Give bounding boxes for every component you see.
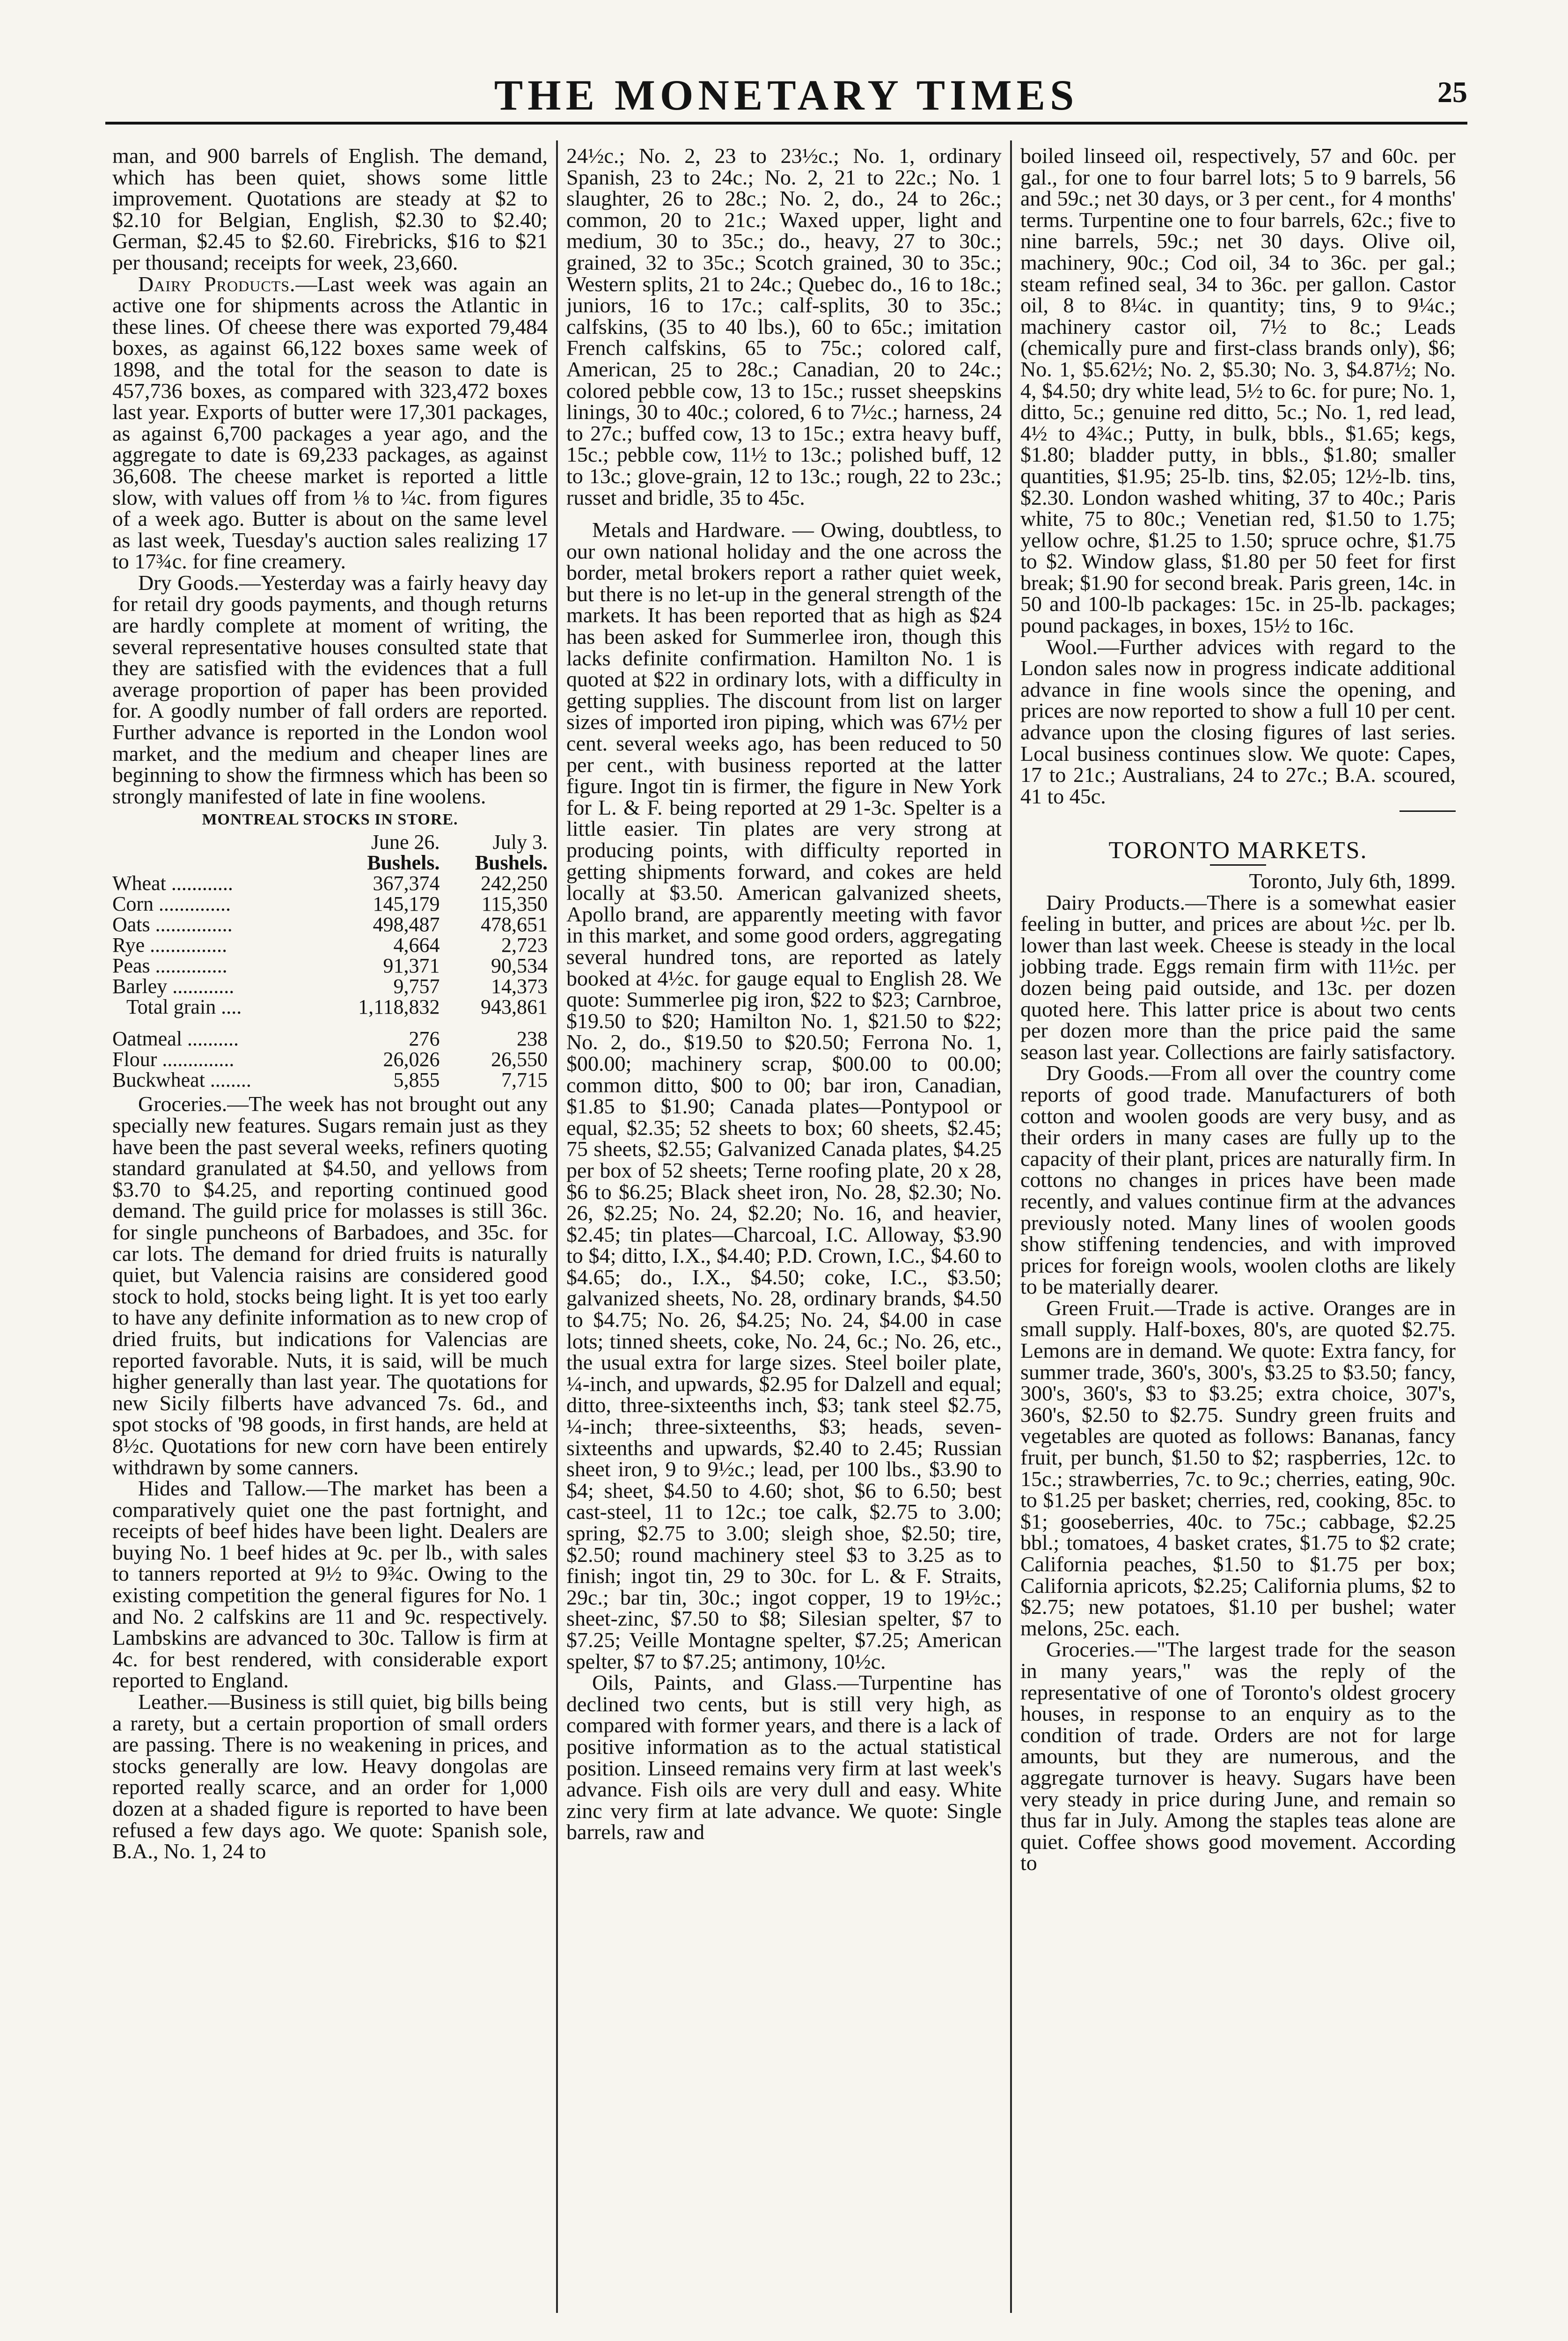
- column-3: [1020, 145, 1456, 1874]
- stocks-caption: MONTREAL STOCKS IN STORE.: [202, 811, 458, 829]
- paragraph-groceries: Groceries.—The week has not brought out any specially new features. Sugars remain just as they have been the past several weeks, refiners quoting standard granulated at $4.50, and yellows from $3.70 to $4.25, and reporting continued good demand. The guild price for molasses is still 36c. for single puncheons of Barbadoes, and 35c. for car lots. The demand for dried fruits is naturally quiet, but Valencia raisins are considered good stock to hold, stocks being light. It is yet too early to have any definite information as to new crop of dried fruits, but indications for Valencias are reported favorable. Nuts, it is said, will be much higher generally than last year. The quotations for new Sicily filberts have advanced 7s. 6d., and spot stocks of '98 goods, in first hands, are held at 8½c. Quotations for new corn have been entirely withdrawn by some canners.: [112, 1092, 548, 1479]
- paragraph-toronto-green-fruit: Green Fruit.—Trade is active. Oranges are in small supply. Half-boxes, 80's, are quoted $2.75. Lemons are in demand. We quote: Extra fancy, for summer trade, 360's, 300's, $3.25 to $3.50; fancy, 300's, 360's, $3 to $3.25; extra choice, 307's, 360's, $2.50 to $2.75. Sundry green fruits and vegetables are quoted as follows: Bananas, fancy fruit, per bunch, $1.50 to $2; raspberries, 12c. to 15c.; strawberries, 7c. to 9c.; cherries, eating, 90c. to $1.25 per basket; cherries, red, cooking, 85c. to $1; gooseberries, 40c. to 75c.; cabbage, $2.25 bbl.; tomatoes, 4 basket crates, $1.75 to $2 crate; California peaches, $1.50 to $1.75 per box; California apricots, $2.25; California plums, $2 to $2.75; new potatoes, $1.10 per bushel; water melons, 25c. each.: [1020, 1296, 1456, 1640]
- row-june: 145,179: [373, 892, 440, 916]
- row-june: 276: [409, 1027, 440, 1051]
- row-june: 91,371: [383, 954, 440, 978]
- publication-title: THE MONETARY TIMES: [494, 71, 1079, 119]
- row-july: 238: [517, 1027, 548, 1051]
- stocks-unit-june: Bushels.: [367, 851, 440, 875]
- row-july: 478,651: [481, 913, 548, 936]
- paragraph-dry-goods: Dry Goods.—Yesterday was a fairly heavy day for retail dry goods payments, and though returns are hardly complete at moment of writing, the several representative houses consulted state that they are satisfied with the evidences that a full average proportion of paper has been provided for. A goodly number of fall orders are reported. Further advance is reported in the London wool market, and the medium and cheaper lines are beginning to show the firmness which has been so strongly manifested of late in fine woolens.: [112, 570, 548, 808]
- row-june: 1,118,832: [358, 995, 440, 1019]
- page-number: 25: [1437, 75, 1467, 109]
- table-row: [112, 914, 548, 935]
- dairy-text: —Last week was again an active one for shipments across the Atlantic in these lines. Of cheese there was exported 79,484 boxes, as against 66,122 boxes same week of 1898, and the total for the season to date is 457,736 boxes, as compared with 323,472 boxes last year. Exports of butter were 17,301 packages, as against 6,700 packages a year ago, and the aggregate to date is 69,233 packages, as against 36,608. The cheese market is reported a little slow, with values off from ⅛ to ¼c. from figures of a week ago. Butter is about on the same level as last week, Tuesday's auction sales realizing 17 to 17¾c. for fine creamery.: [112, 272, 548, 574]
- row-label: Flour ..............: [112, 1048, 234, 1071]
- row-july: 943,861: [481, 995, 548, 1019]
- row-june: 9,757: [393, 975, 440, 998]
- paragraph-toronto-dry-goods: Dry Goods.—From all over the country come reports of good trade. Manufacturers of both cotton and woolen goods are very busy, and as their orders in many cases are fully up to the capacity of their plant, prices are naturally firm. In cottons no changes in prices have been made recently, and values continue firm at the advances previously noted. Many lines of woolen goods show stiffening tendencies, and with improved prices for foreign wools, woolen cloths are likely to be materially dearer.: [1020, 1061, 1456, 1299]
- row-label: Oatmeal ..........: [112, 1027, 239, 1051]
- masthead: [105, 70, 1467, 125]
- column-rule-1: [556, 140, 558, 2313]
- table-row: [112, 997, 548, 1017]
- table-row: [112, 1070, 548, 1090]
- table-row: [112, 873, 548, 894]
- row-label: Rye ...............: [112, 934, 227, 957]
- toronto-markets-heading: TORONTO MARKETS.: [1108, 837, 1368, 864]
- column-2: [566, 145, 1002, 1843]
- toronto-dateline: Toronto, July 6th, 1899.: [1249, 869, 1456, 893]
- row-july: 7,715: [501, 1068, 548, 1092]
- montreal-stocks-table: [112, 810, 548, 1090]
- row-label: Corn ..............: [112, 892, 231, 916]
- paragraph-leather-continued: 24½c.; No. 2, 23 to 23½c.; No. 1, ordinary Spanish, 23 to 24c.; No. 2, 21 to 22c.; No. 1 slaughter, 26 to 28c.; No. 2, do., 24 to 26c.; common, 20 to 21c.; Waxed upper, light and medium, 30 to 35c.; do., heavy, 27 to 30c.; grained, 32 to 35c.; Scotch grained, 30 to 35c.; Western splits, 21 to 24c.; Quebec do., 16 to 18c.; juniors, 16 to 17c.; calf-splits, 30 to 35c.; calfskins, (35 to 40 lbs.), 60 to 65c.; imitation French calfskins, 65 to 75c.; colored calf, American, 25 to 28c.; Canadian, 20 to 24c.; colored pebble cow, 13 to 15c.; russet sheepskins linings, 30 to 40c.; colored, 6 to 7½c.; harness, 24 to 27c.; buffed cow, 13 to 15c.; extra heavy buff, 15c.; pebble cow, 11½ to 13c.; polished buff, 12 to 13c.; glove-grain, 12 to 13c.; rough, 22 to 23c.; russet and bridle, 35 to 45c.: [566, 144, 1002, 509]
- row-july: 14,373: [491, 975, 548, 998]
- row-july: 90,534: [491, 954, 548, 978]
- table-row: [112, 935, 548, 956]
- paragraph-toronto-groceries: Groceries.—"The largest trade for the season in many years," was the reply of the representative of one of Toronto's oldest grocery houses, in response to an enquiry as to the condition of trade. Orders are not for large amounts, but they are numerous, and the aggregate turnover is heavy. Sugars have been very steady in price during June, and remain so thus far in July. Among the staples teas alone are quiet. Coffee shows good movement. According to: [1020, 1637, 1456, 1875]
- paragraph-cement-continued: man, and 900 barrels of English. The demand, which has been quiet, shows some little improvement. Quotations are steady at $2 to $2.10 for Belgian, English, $2.30 to $2.40; German, $2.45 to $2.60. Firebricks, $16 to $21 per thousand; receipts for week, 23,660.: [112, 144, 548, 274]
- row-june: 26,026: [383, 1048, 440, 1071]
- table-row: [112, 1017, 548, 1049]
- row-label: Barley ............: [112, 975, 234, 998]
- table-row: [112, 976, 548, 997]
- paragraph-dairy-products: [112, 273, 548, 572]
- row-july: 242,250: [481, 872, 548, 895]
- table-row: [112, 894, 548, 914]
- row-july: 115,350: [481, 892, 548, 916]
- paragraph-oils-continued: boiled linseed oil, respectively, 57 and 60c. per gal., for one to four barrel lots; 5 to 9 barrels, 56 and 59c.; net 30 days, or 3 per cent., for 4 months' terms. Turpentine one to four barrels, 62c.; five to nine barrels, 59c.; net 30 days. Olive oil, machinery, 90c.; Cod oil, 34 to 36c. per gal.; steam refined seal, 34 to 36c. per gallon. Castor oil, 8 to 8¼c. in quantity; tins, 9 to 9¼c.; machinery castor oil, 7½ to 8c.; Leads (chemically pure and first-class brands only), $6; No. 1, $5.62½; No. 2, $5.30; No. 3, $4.87½; No. 4, $4.50; dry white lead, 5½ to 6c. for pure; No. 1, ditto, 5c.; genuine red ditto, 5c.; No. 1, red lead, 4½ to 4¾c.; Putty, in bulk, bbls., $1.65; kegs, $1.80; bladder putty, in bbls., $1.80; smaller quantities, $1.95; 25-lb. tins, $2.05; 12½-lb. tins, $2.30. London washed whiting, 37 to 40c.; Paris white, 75 to 80c.; Venetian red, $1.50 to 1.75; yellow ochre, $1.25 to 1.50; spruce ochre, $1.75 to $2. Window glass, $1.80 per 50 feet for first break; $1.90 for second break. Paris green, 14c. in 50 and 100-lb packages: 15c. in 25-lb. packages; pound packages, in boxes, 15½ to 16c.: [1020, 144, 1456, 638]
- row-label: Total grain ....: [126, 995, 242, 1019]
- stocks-unit-july: Bushels.: [475, 851, 548, 875]
- table-row: [112, 1049, 548, 1070]
- stocks-col-june: June 26.: [371, 831, 440, 854]
- paragraph-metals-hardware: Metals and Hardware. — Owing, doubtless, to our own national holiday and the one across the border, metal brokers report a rather quiet week, but there is no let-up in the general strength of the markets. It has been reported that as high as $24 has been asked for Summerlee iron, though this lacks definite confirmation. Hamilton No. 1 is quoted at $22 in ordinary lots, with a difficulty in getting supplies. The discount from list on larger sizes of imported iron piping, which was 67½ per cent. several weeks ago, has been reduced to 50 per cent., with business reported at the latter figure. Ingot tin is firmer, the figure in New York for L. & F. being reported at 29 1-3c. Spelter is a little easier. Tin plates are very strong at producing points, with difficulty reported in getting shipments forward, and cokes are held locally at $3.50. American galvanized sheets, Apollo brand, are apparently meeting with favor in this market, and some good orders, aggregating several hundred tons, are reported as lately booked at 4½c. for gauge equal to English 28. We quote: Summerlee pig iron, $22 to $23; Carnbroe, $19.50 to $20; Hamilton No. 1, $21.50 to $22; No. 2, do., $19.50 to $20.50; Ferrona No. 1, $00.00; machinery scrap, $00.00 to 00.00; common ditto, $00 to 00; bar iron, Canadian, $1.85 to $1.90; Canada plates—Pontypool or equal, $2.35; 52 sheets to box; 60 sheets, $2.45; 75 sheets, $2.55; Galvanized Canada plates, $4.25 per box of 52 sheets; Terne roofing plate, 20 x 28, $6 to $6.25; Black sheet iron, No. 28, $2.30; No. 26, $2.25; No. 24, $2.20; No. 16, and heavier, $2.45; tin plates—Charcoal, I.C. Alloway, $3.90 to $4; ditto, I.X., $4.40; P.D. Crown, I.C., $4.60 to $4.65; do., I.X., $4.50; coke, I.C., $3.50; galvanized sheets, No. 28, ordinary brands, $4.50 to $4.75; No. 26, $4.25; No. 24, $4.00 in case lots; tinned sheets, coke, No. 24, 6c.; No. 26, etc., the usual extra for large sizes. Steel boiler plate, ¼-inch, and upwards, $2.95 for Dalzell and equal; ditto, three-sixteenths inch, $3; tank steel $2.75, ¼-inch; three-sixteenths, $3; heads, seven-sixteenths and upwards, $2.40 to 2.45; Russian sheet iron, 9 to 9½c.; lead, per 100 lbs., $3.90 to $4; sheet, $4.50 to 4.60; shot, $6 to 6.50; best cast-steel, 11 to 12c.; toe calk, $2.75 to 3.00; spring, $2.75 to 3.00; sleigh shoe, $2.50; tire, $2.50; round machinery steel $3 to 3.25 as to finish; ingot tin, 29 to 30c. for L. & F. Straits, 29c.; bar tin, 30c.; ingot copper, 19 to 19½c.; sheet-zinc, $7.50 to $8; Silesian spelter, $7 to $7.25; Veille Montagne spelter, $7.25; American spelter, $7 to $7.25; antimony, 10½c.: [566, 518, 1002, 1673]
- row-label: Buckwheat ........: [112, 1068, 251, 1092]
- row-june: 367,374: [373, 872, 440, 895]
- stocks-col-july: July 3.: [492, 831, 548, 854]
- paragraph-wool: Wool.—Further advices with regard to the London sales now in progress indicate additional advance in fine wools since the opening, and prices are now reported to show a full 10 per cent. advance upon the closing figures of last series. Local business continues slow. We quote: Capes, 17 to 21c.; Australians, 24 to 27c.; B.A. scoured, 41 to 45c.: [1020, 634, 1456, 808]
- table-row: [112, 956, 548, 976]
- row-july: 2,723: [501, 934, 548, 957]
- column-rule-2: [1010, 140, 1012, 2313]
- paragraph-hides-tallow: Hides and Tallow.—The market has been a comparatively quiet one the past fortnight, and receipts of beef hides have been light. Dealers are buying No. 1 beef hides at 9c. per lb., with sales to tanners reported at 9½ to 9¾c. Owing to the existing competition the general figures for No. 1 and No. 2 calfskins are 11 and 9c. respectively. Lambskins are advanced to 30c. Tallow is firm at 4c. for best rendered, with considerable export reported to England.: [112, 1476, 548, 1693]
- paragraph-toronto-dairy: Dairy Products.—There is a somewhat easier feeling in butter, and prices are about ½c. per lb. lower than last week. Cheese is steady in the local jobbing trade. Eggs remain firm with 11½c. per dozen being paid outside, and 13c. per dozen quoted here. This latter price is about two cents per dozen more than the price paid the same season last year. Collections are fairly satisfactory.: [1020, 890, 1456, 1064]
- row-label: Oats ...............: [112, 913, 233, 936]
- paragraph-leather: Leather.—Business is still quiet, big bills being a rarety, but a certain proportion of small orders are passing. There is no weakening in prices, and stocks generally are low. Heavy dongolas are reported really scarce, and an order for 1,000 dozen at a shaded figure is reported to have been refused a few days ago. We quote: Spanish sole, B.A., No. 1, 24 to: [112, 1690, 548, 1863]
- row-label: Wheat ............: [112, 872, 233, 895]
- row-june: 498,487: [373, 913, 440, 936]
- section-end-rule: [1399, 810, 1456, 812]
- column-1: [112, 145, 548, 1862]
- row-july: 26,550: [491, 1048, 548, 1071]
- paragraph-oils-paints-glass: Oils, Paints, and Glass.—Turpentine has declined two cents, but is still very high, as compared with former years, and there is a lack of positive information as to the actual statistical position. Linseed remains very firm at last week's advance. Fish oils are very dull and easy. White zinc very firm at late advance. We quote: Single barrels, raw and: [566, 1671, 1002, 1844]
- heading-rule: [1210, 864, 1266, 866]
- row-june: 5,855: [393, 1068, 440, 1092]
- dairy-heading: Dairy Products.: [138, 272, 296, 296]
- row-label: Peas ..............: [112, 954, 227, 978]
- row-june: 4,664: [393, 934, 440, 957]
